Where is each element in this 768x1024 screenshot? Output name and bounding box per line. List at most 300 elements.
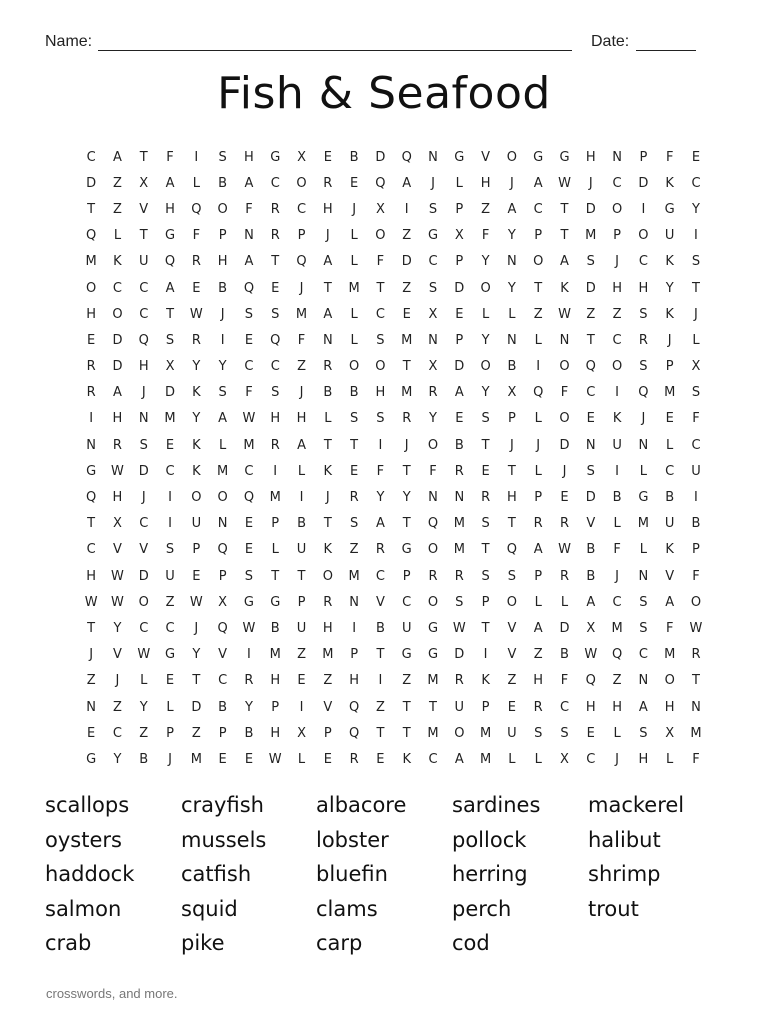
grid-letter[interactable]: T [323,437,332,453]
grid-letter[interactable]: C [638,647,648,663]
grid-letter[interactable]: A [244,175,254,191]
grid-letter[interactable]: P [692,542,700,558]
grid-letter[interactable]: Z [349,542,359,558]
grid-letter[interactable]: S [455,594,464,610]
grid-letter[interactable]: B [375,620,385,636]
grid-letter[interactable]: H [322,620,333,636]
grid-letter[interactable]: E [323,149,332,165]
grid-letter[interactable]: O [480,359,491,375]
grid-letter[interactable]: T [139,149,148,165]
grid-letter[interactable]: R [86,385,96,401]
grid-letter[interactable]: V [665,568,675,584]
grid-letter[interactable]: H [507,490,517,506]
grid-letter[interactable]: C [586,385,596,401]
grid-letter[interactable]: C [612,175,622,191]
grid-letter[interactable]: K [192,437,201,453]
grid-letter[interactable]: J [325,228,330,244]
grid-letter[interactable]: H [112,490,123,506]
grid-letter[interactable]: I [694,490,698,506]
grid-letter[interactable]: Z [612,673,622,689]
grid-letter[interactable]: D [86,175,97,191]
grid-letter[interactable]: H [165,201,175,217]
grid-letter[interactable]: C [218,673,228,689]
grid-letter[interactable]: N [349,594,359,610]
grid-letter[interactable]: W [111,463,124,479]
grid-letter[interactable]: J [299,385,304,401]
grid-letter[interactable]: Y [481,332,490,348]
grid-letter[interactable]: T [350,437,359,453]
grid-letter[interactable]: H [638,751,649,767]
grid-letter[interactable]: I [615,463,619,479]
grid-letter[interactable]: S [349,516,359,532]
grid-letter[interactable]: G [165,647,176,663]
grid-letter[interactable]: O [454,725,465,741]
grid-letter[interactable]: J [141,385,146,401]
grid-letter[interactable]: Y [507,280,516,296]
grid-letter[interactable]: U [296,542,307,558]
grid-letter[interactable]: L [350,306,358,322]
grid-letter[interactable]: T [87,516,96,532]
grid-letter[interactable]: D [559,620,570,636]
grid-letter[interactable]: A [112,385,122,401]
grid-letter[interactable]: Y [692,201,700,217]
grid-letter[interactable]: R [402,411,412,427]
grid-letter[interactable]: I [615,385,619,401]
grid-letter[interactable]: Q [296,254,307,270]
grid-letter[interactable]: H [612,280,622,296]
grid-letter[interactable]: N [217,516,228,532]
grid-letter[interactable]: Z [507,673,517,689]
grid-letter[interactable]: C [402,594,412,610]
grid-letter[interactable]: L [534,411,542,427]
grid-letter[interactable]: W [558,175,571,191]
grid-letter[interactable]: O [217,490,228,506]
grid-letter[interactable]: L [639,463,647,479]
grid-letter[interactable]: C [112,725,122,741]
grid-letter[interactable]: Q [86,490,97,506]
grid-letter[interactable]: C [375,306,385,322]
grid-letter[interactable]: I [168,490,172,506]
grid-letter[interactable]: K [481,673,490,689]
grid-letter[interactable]: X [428,306,438,322]
grid-letter[interactable]: R [559,568,570,584]
grid-letter[interactable]: X [297,149,306,165]
grid-letter[interactable]: P [218,568,227,584]
grid-letter[interactable]: E [165,673,175,689]
grid-letter[interactable]: B [349,149,359,165]
grid-letter[interactable]: K [402,751,411,767]
grid-letter[interactable]: Z [586,306,596,322]
grid-letter[interactable]: O [217,201,228,217]
grid-letter[interactable]: P [455,332,464,348]
grid-letter[interactable]: F [376,254,385,270]
grid-letter[interactable]: M [453,516,465,532]
grid-letter[interactable]: W [268,751,282,767]
grid-letter[interactable]: Z [402,228,412,244]
grid-letter[interactable]: F [376,463,385,479]
grid-letter[interactable]: H [322,201,333,217]
grid-letter[interactable]: H [375,385,386,401]
grid-letter[interactable]: P [271,699,280,715]
grid-letter[interactable]: L [534,463,542,479]
grid-letter[interactable]: O [611,359,623,375]
grid-letter[interactable]: S [244,306,254,322]
grid-letter[interactable]: B [586,568,596,584]
grid-letter[interactable]: Q [375,175,386,191]
grid-letter[interactable]: G [454,149,465,165]
grid-letter[interactable]: W [558,306,571,322]
grid-letter[interactable]: G [86,751,97,767]
grid-letter[interactable]: O [375,359,386,375]
grid-letter[interactable]: D [401,254,412,270]
grid-letter[interactable]: B [507,359,517,375]
grid-letter[interactable]: J [431,175,435,191]
grid-letter[interactable]: B [218,280,228,296]
grid-letter[interactable]: P [455,201,464,217]
grid-letter[interactable]: O [86,280,97,296]
grid-letter[interactable]: K [560,280,569,296]
grid-letter[interactable]: R [349,490,359,506]
grid-letter[interactable]: U [664,228,675,244]
grid-letter[interactable]: Y [139,699,148,715]
grid-letter[interactable]: M [401,385,413,401]
grid-letter[interactable]: O [506,149,518,165]
grid-letter[interactable]: M [269,647,281,663]
grid-letter[interactable]: A [323,306,333,322]
grid-letter[interactable]: R [86,359,96,375]
grid-letter[interactable]: Z [191,725,201,741]
date-field[interactable] [636,50,696,51]
grid-letter[interactable]: E [691,149,701,165]
grid-letter[interactable]: J [141,490,146,506]
grid-letter[interactable]: D [638,175,649,191]
grid-letter[interactable]: K [665,542,674,558]
grid-letter[interactable]: T [402,463,411,479]
grid-letter[interactable]: X [112,516,122,532]
grid-letter[interactable]: I [247,647,251,663]
grid-letter[interactable]: J [509,175,514,191]
grid-letter[interactable]: X [375,201,385,217]
grid-letter[interactable]: P [534,490,543,506]
grid-letter[interactable]: M [479,725,492,741]
grid-letter[interactable]: I [378,673,383,689]
grid-letter[interactable]: E [586,725,595,741]
grid-letter[interactable]: J [352,201,357,217]
grid-letter[interactable]: V [481,149,491,165]
grid-letter[interactable]: T [481,437,490,453]
grid-letter[interactable]: A [165,280,175,296]
grid-letter[interactable]: R [454,568,464,584]
grid-letter[interactable]: N [507,254,517,270]
grid-letter[interactable]: G [165,228,176,244]
grid-letter[interactable]: J [299,280,304,296]
grid-letter[interactable]: C [638,254,648,270]
grid-letter[interactable]: O [690,594,702,610]
grid-letter[interactable]: Z [297,647,306,663]
grid-letter[interactable]: Z [86,673,96,689]
grid-letter[interactable]: C [586,751,596,767]
grid-letter[interactable]: P [323,725,332,741]
grid-letter[interactable]: C [612,594,622,610]
grid-letter[interactable]: J [615,751,619,767]
grid-letter[interactable]: B [297,516,306,532]
grid-letter[interactable]: G [401,647,412,663]
grid-letter[interactable]: T [402,725,411,741]
grid-letter[interactable]: Z [297,359,306,375]
grid-letter[interactable]: F [665,620,674,636]
grid-letter[interactable]: D [375,149,386,165]
grid-letter[interactable]: E [350,463,359,479]
grid-letter[interactable]: Q [585,673,596,689]
grid-letter[interactable]: R [270,228,280,244]
grid-letter[interactable]: B [218,699,228,715]
grid-letter[interactable]: T [402,359,411,375]
grid-letter[interactable]: I [694,228,698,244]
grid-letter[interactable]: E [376,751,385,767]
grid-letter[interactable]: Q [191,201,202,217]
grid-letter[interactable]: A [375,516,385,532]
grid-letter[interactable]: L [692,332,700,348]
grid-letter[interactable]: T [560,228,569,244]
grid-letter[interactable]: A [507,201,517,217]
grid-letter[interactable]: E [350,175,359,191]
grid-letter[interactable]: R [638,332,648,348]
grid-letter[interactable]: S [481,568,490,584]
grid-letter[interactable]: K [323,542,333,558]
grid-letter[interactable]: R [533,516,543,532]
grid-letter[interactable]: T [192,673,201,689]
grid-letter[interactable]: R [481,490,491,506]
grid-letter[interactable]: S [507,568,517,584]
grid-letter[interactable]: I [89,411,94,427]
grid-letter[interactable]: T [87,620,96,636]
grid-letter[interactable]: S [534,725,543,741]
grid-letter[interactable]: V [218,647,228,663]
grid-letter[interactable]: G [401,542,412,558]
grid-letter[interactable]: F [560,673,569,689]
grid-letter[interactable]: P [481,699,490,715]
grid-letter[interactable]: R [533,699,543,715]
grid-letter[interactable]: N [612,149,622,165]
grid-letter[interactable]: F [245,201,253,217]
grid-letter[interactable]: K [612,411,622,427]
grid-letter[interactable]: O [533,254,544,270]
grid-letter[interactable]: D [454,647,465,663]
grid-letter[interactable]: C [296,201,307,217]
grid-letter[interactable]: B [691,516,701,532]
grid-letter[interactable]: X [218,594,228,610]
grid-letter[interactable]: L [350,254,358,270]
grid-letter[interactable]: D [559,437,570,453]
grid-letter[interactable]: O [611,201,623,217]
grid-letter[interactable]: J [536,437,541,453]
grid-letter[interactable]: Q [86,228,97,244]
grid-letter[interactable]: C [244,359,254,375]
grid-letter[interactable]: F [481,228,490,244]
grid-letter[interactable]: E [244,332,254,348]
grid-letter[interactable]: U [165,568,175,584]
grid-letter[interactable]: T [139,228,148,244]
grid-letter[interactable]: C [139,516,149,532]
grid-letter[interactable]: T [481,542,490,558]
grid-letter[interactable]: O [322,568,333,584]
grid-letter[interactable]: H [86,306,97,322]
grid-letter[interactable]: U [612,437,622,453]
grid-letter[interactable]: O [480,280,491,296]
grid-letter[interactable]: T [429,699,437,715]
grid-letter[interactable]: T [376,280,385,296]
grid-letter[interactable]: S [586,463,595,479]
grid-letter[interactable]: S [639,359,648,375]
grid-letter[interactable]: C [270,175,280,191]
grid-letter[interactable]: J [325,490,330,506]
grid-letter[interactable]: L [271,542,279,558]
grid-letter[interactable]: R [323,175,333,191]
grid-letter[interactable]: X [560,751,569,767]
grid-letter[interactable]: H [612,699,622,715]
grid-letter[interactable]: M [243,437,255,453]
grid-letter[interactable]: G [427,647,439,663]
grid-letter[interactable]: L [140,673,148,689]
grid-letter[interactable]: C [375,568,385,584]
grid-letter[interactable]: L [297,463,306,479]
grid-letter[interactable]: C [112,280,122,296]
grid-letter[interactable]: F [192,228,201,244]
grid-letter[interactable]: S [165,542,175,558]
grid-letter[interactable]: A [533,175,543,191]
grid-letter[interactable]: K [665,306,674,322]
grid-letter[interactable]: M [664,647,676,663]
grid-letter[interactable]: W [584,647,598,663]
grid-letter[interactable]: P [166,725,174,741]
grid-letter[interactable]: D [454,280,465,296]
grid-letter[interactable]: N [428,149,438,165]
grid-letter[interactable]: V [139,542,149,558]
grid-letter[interactable]: N [454,490,465,506]
grid-letter[interactable]: P [507,411,516,427]
grid-letter[interactable]: B [270,620,280,636]
grid-letter[interactable]: H [112,411,123,427]
grid-letter[interactable]: D [138,568,149,584]
grid-letter[interactable]: S [218,385,227,401]
grid-letter[interactable]: D [585,490,596,506]
grid-letter[interactable]: S [639,306,648,322]
grid-letter[interactable]: O [638,228,649,244]
grid-letter[interactable]: E [244,751,254,767]
grid-letter[interactable]: Y [244,699,253,715]
grid-letter[interactable]: S [428,201,438,217]
grid-letter[interactable]: L [508,751,516,767]
grid-letter[interactable]: W [189,306,203,322]
grid-letter[interactable]: Z [375,699,385,715]
grid-letter[interactable]: M [217,463,229,479]
grid-letter[interactable]: T [692,280,700,296]
grid-letter[interactable]: J [89,647,94,663]
grid-letter[interactable]: W [242,620,256,636]
grid-letter[interactable]: I [404,201,409,217]
grid-letter[interactable]: M [348,280,360,296]
grid-letter[interactable]: Y [665,280,674,296]
grid-letter[interactable]: A [454,751,464,767]
grid-letter[interactable]: M [401,332,413,348]
grid-letter[interactable]: E [244,542,254,558]
grid-letter[interactable]: D [165,385,176,401]
grid-letter[interactable]: L [481,306,490,322]
grid-letter[interactable]: R [559,516,570,532]
grid-letter[interactable]: L [613,516,621,532]
grid-letter[interactable]: N [585,437,596,453]
grid-letter[interactable]: X [665,725,675,741]
grid-letter[interactable]: A [218,411,228,427]
grid-letter[interactable]: H [349,673,359,689]
grid-letter[interactable]: V [139,201,149,217]
grid-letter[interactable]: G [638,490,649,506]
grid-letter[interactable]: T [481,620,490,636]
grid-letter[interactable]: P [481,594,490,610]
grid-letter[interactable]: M [427,725,439,741]
grid-letter[interactable]: A [560,254,569,270]
grid-letter[interactable]: E [481,463,490,479]
grid-letter[interactable]: T [271,254,280,270]
grid-letter[interactable]: I [378,437,383,453]
grid-letter[interactable]: H [480,175,491,191]
grid-letter[interactable]: M [322,647,334,663]
grid-letter[interactable]: A [586,594,596,610]
grid-letter[interactable]: H [270,673,281,689]
grid-letter[interactable]: M [295,306,308,322]
grid-letter[interactable]: D [585,201,596,217]
grid-letter[interactable]: E [87,725,96,741]
grid-letter[interactable]: V [586,516,596,532]
grid-letter[interactable]: X [586,620,596,636]
grid-letter[interactable]: G [559,149,570,165]
grid-letter[interactable]: Y [218,359,227,375]
grid-letter[interactable]: Q [349,725,360,741]
grid-letter[interactable]: I [273,463,278,479]
grid-letter[interactable]: Z [112,175,122,191]
grid-letter[interactable]: R [323,594,333,610]
grid-letter[interactable]: P [402,568,411,584]
grid-letter[interactable]: P [455,254,464,270]
grid-letter[interactable]: J [194,620,199,636]
grid-letter[interactable]: G [243,594,254,610]
grid-letter[interactable]: P [613,228,621,244]
grid-letter[interactable]: N [559,332,570,348]
grid-letter[interactable]: M [664,385,676,401]
name-field[interactable] [98,50,572,51]
grid-letter[interactable]: D [112,359,123,375]
grid-letter[interactable]: I [299,490,304,506]
grid-letter[interactable]: B [244,725,254,741]
grid-letter[interactable]: N [244,228,254,244]
grid-letter[interactable]: R [270,437,280,453]
grid-letter[interactable]: Q [427,516,439,532]
grid-letter[interactable]: V [507,647,517,663]
grid-letter[interactable]: H [217,254,228,270]
grid-letter[interactable]: X [691,359,701,375]
grid-letter[interactable]: C [428,751,438,767]
grid-letter[interactable]: M [348,568,360,584]
grid-letter[interactable]: X [428,359,438,375]
grid-letter[interactable]: E [560,490,569,506]
grid-letter[interactable]: M [453,542,465,558]
grid-letter[interactable]: Y [429,411,437,427]
grid-letter[interactable]: F [692,751,700,767]
grid-letter[interactable]: N [322,332,333,348]
grid-letter[interactable]: G [664,201,675,217]
grid-letter[interactable]: Y [481,385,490,401]
grid-letter[interactable]: R [454,463,464,479]
